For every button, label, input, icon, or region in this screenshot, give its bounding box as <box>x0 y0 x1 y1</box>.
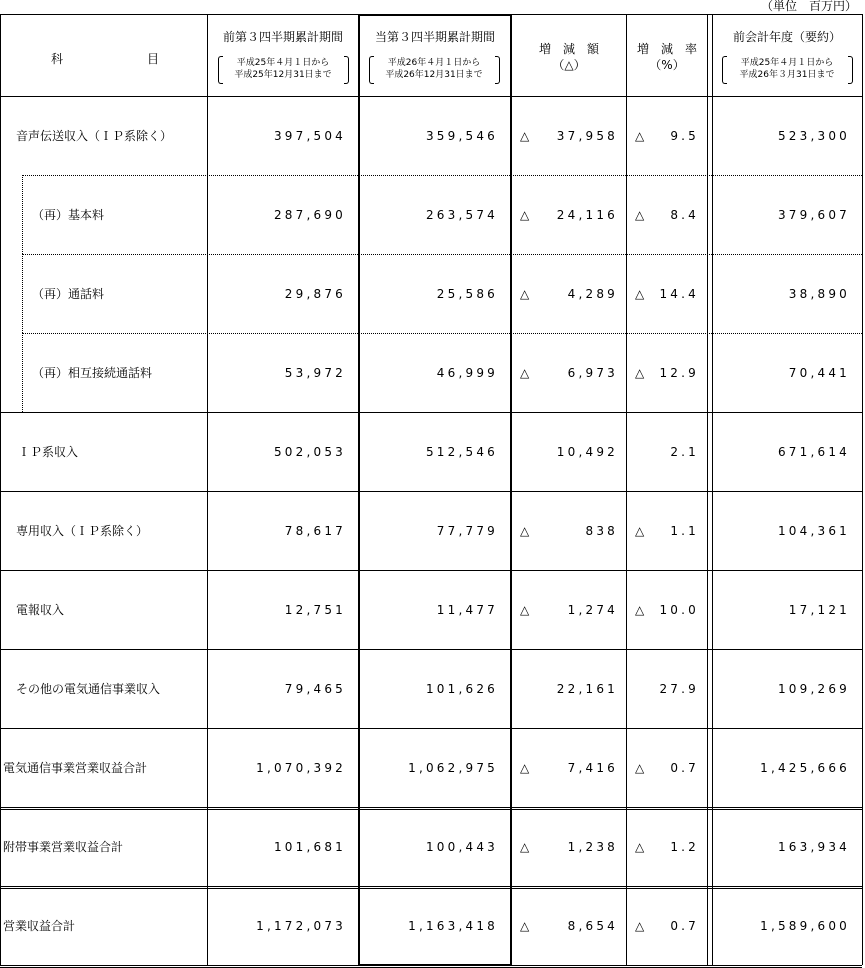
row-label: その他の電気通信事業収入 <box>16 682 161 696</box>
cur-q3-value: 101,626 <box>425 681 498 696</box>
subrow-indent-rule <box>22 333 23 412</box>
current-period-top <box>358 14 512 16</box>
period-bracket-right <box>344 56 349 84</box>
change-rate-value: 9.5 <box>670 128 699 143</box>
row-label: 電気通信事業営業収益合計 <box>3 761 148 775</box>
change-rate-value: 2.1 <box>670 444 699 459</box>
row-label: （再）基本料 <box>32 208 105 222</box>
cur-q3-value: 46,999 <box>436 365 498 380</box>
rate-decrease-mark: △ <box>635 918 645 933</box>
row-label: ＩＰ系収入 <box>18 445 79 459</box>
row-label: 電報収入 <box>16 603 65 617</box>
change-decrease-mark: △ <box>520 839 530 854</box>
cur-q3-value: 263,574 <box>425 207 498 222</box>
prev-fy-value: 70,441 <box>788 365 850 380</box>
change-amount-value: 7,416 <box>567 760 618 775</box>
change-decrease-mark: △ <box>520 602 530 617</box>
header-prev-fy: 前会計年度（要約） <box>732 30 841 44</box>
change-amount-value: 838 <box>585 523 618 538</box>
prev-fy-value: 163,934 <box>777 839 850 854</box>
prev-fy-value: 379,607 <box>777 207 850 222</box>
cur-q3-value: 359,546 <box>425 128 498 143</box>
rate-decrease-mark: △ <box>635 286 645 301</box>
change-amount-value: 22,161 <box>556 681 618 696</box>
prev-q3-value: 397,504 <box>273 128 346 143</box>
unit-label: （単位 百万円） <box>760 0 857 13</box>
change-amount-value: 6,973 <box>567 365 618 380</box>
change-rate-value: 0.7 <box>670 918 699 933</box>
change-rate-value: 12.9 <box>659 365 699 380</box>
row-label: 附帯事業営業収益合計 <box>3 840 124 854</box>
header-prev-fy-period-to: 平成26年３月31日まで <box>739 70 835 80</box>
prev-fy-value: 671,614 <box>777 444 850 459</box>
change-decrease-mark: △ <box>520 760 530 775</box>
row-label: （再）通話料 <box>32 287 105 301</box>
header-cur-q3-period-to: 平成26年12月31日まで <box>385 70 483 80</box>
prev-q3-value: 78,617 <box>284 523 346 538</box>
header-change-rate: 増 減 率 <box>636 42 697 56</box>
change-amount-value: 4,289 <box>567 286 618 301</box>
row-label: （再）相互接続通話料 <box>32 366 153 380</box>
rate-decrease-mark: △ <box>635 365 645 380</box>
change-amount-value: 10,492 <box>556 444 618 459</box>
prev-q3-value: 101,681 <box>273 839 346 854</box>
change-amount-value: 1,238 <box>567 839 618 854</box>
subrow-indent-rule <box>22 254 23 333</box>
change-rate-value: 8.4 <box>670 207 699 222</box>
change-rate-value: 1.1 <box>670 523 699 538</box>
change-rate-value: 10.0 <box>659 602 699 617</box>
cur-q3-value: 77,779 <box>436 523 498 538</box>
row-label: 専用収入（ＩＰ系除く） <box>16 524 149 538</box>
header-prev-fy-period-from: 平成25年４月１日から <box>740 58 834 68</box>
cur-q3-value: 1,163,418 <box>408 918 498 933</box>
header-prev-q3: 前第３四半期累計期間 <box>222 30 343 44</box>
prev-q3-value: 287,690 <box>273 207 346 222</box>
period-bracket-right <box>848 56 853 84</box>
change-decrease-mark: △ <box>520 286 530 301</box>
row-label: 音声伝送収入（ＩＰ系除く） <box>16 129 173 143</box>
column-rule <box>707 14 708 965</box>
change-amount-value: 1,274 <box>567 602 618 617</box>
period-bracket-right <box>495 56 500 84</box>
prev-fy-value: 1,425,666 <box>760 760 850 775</box>
prev-fy-value: 38,890 <box>788 286 850 301</box>
prev-q3-value: 53,972 <box>284 365 346 380</box>
change-rate-value: 14.4 <box>659 286 699 301</box>
rate-decrease-mark: △ <box>635 128 645 143</box>
row-label: 営業収益合計 <box>3 919 76 933</box>
change-amount-value: 37,958 <box>556 128 618 143</box>
rate-decrease-mark: △ <box>635 839 645 854</box>
header-change-amount: 増 減 額 <box>538 42 599 56</box>
change-decrease-mark: △ <box>520 918 530 933</box>
prev-q3-value: 1,172,073 <box>256 918 346 933</box>
prev-q3-value: 79,465 <box>284 681 346 696</box>
change-decrease-mark: △ <box>520 128 530 143</box>
rate-decrease-mark: △ <box>635 523 645 538</box>
change-decrease-mark: △ <box>520 523 530 538</box>
prev-fy-value: 1,589,600 <box>760 918 850 933</box>
change-rate-value: 1.2 <box>670 839 699 854</box>
subrow-indent-rule <box>22 175 23 254</box>
revenue-table <box>0 14 862 965</box>
column-rule <box>862 14 863 965</box>
prev-q3-value: 1,070,392 <box>256 760 346 775</box>
header-prev-q3-period-to: 平成25年12月31日まで <box>234 70 332 80</box>
change-amount-value: 24,116 <box>556 207 618 222</box>
change-rate-value: 27.9 <box>659 681 699 696</box>
column-rule <box>0 14 1 965</box>
cur-q3-value: 512,546 <box>425 444 498 459</box>
header-change-rate-sub: （%） <box>649 58 685 72</box>
change-rate-value: 0.7 <box>670 760 699 775</box>
header-prev-q3-period-from: 平成25年４月１日から <box>236 58 330 68</box>
rate-decrease-mark: △ <box>635 760 645 775</box>
cur-q3-value: 1,062,975 <box>408 760 498 775</box>
prev-fy-value: 17,121 <box>788 602 850 617</box>
cur-q3-value: 25,586 <box>436 286 498 301</box>
change-decrease-mark: △ <box>520 365 530 380</box>
header-cur-q3: 当第３四半期累計期間 <box>374 30 495 44</box>
change-decrease-mark: △ <box>520 207 530 222</box>
header-cur-q3-period-from: 平成26年４月１日から <box>387 58 481 68</box>
change-amount-value: 8,654 <box>567 918 618 933</box>
prev-fy-value: 523,300 <box>777 128 850 143</box>
rate-decrease-mark: △ <box>635 207 645 222</box>
prev-q3-value: 12,751 <box>284 602 346 617</box>
rate-decrease-mark: △ <box>635 602 645 617</box>
header-subject: 科 目 <box>50 52 159 66</box>
cur-q3-value: 11,477 <box>436 602 498 617</box>
prev-fy-value: 109,269 <box>777 681 850 696</box>
header-change-amount-sub: （△） <box>552 58 586 72</box>
prev-fy-value: 104,361 <box>777 523 850 538</box>
prev-q3-value: 29,876 <box>284 286 346 301</box>
prev-q3-value: 502,053 <box>273 444 346 459</box>
cur-q3-value: 100,443 <box>425 839 498 854</box>
